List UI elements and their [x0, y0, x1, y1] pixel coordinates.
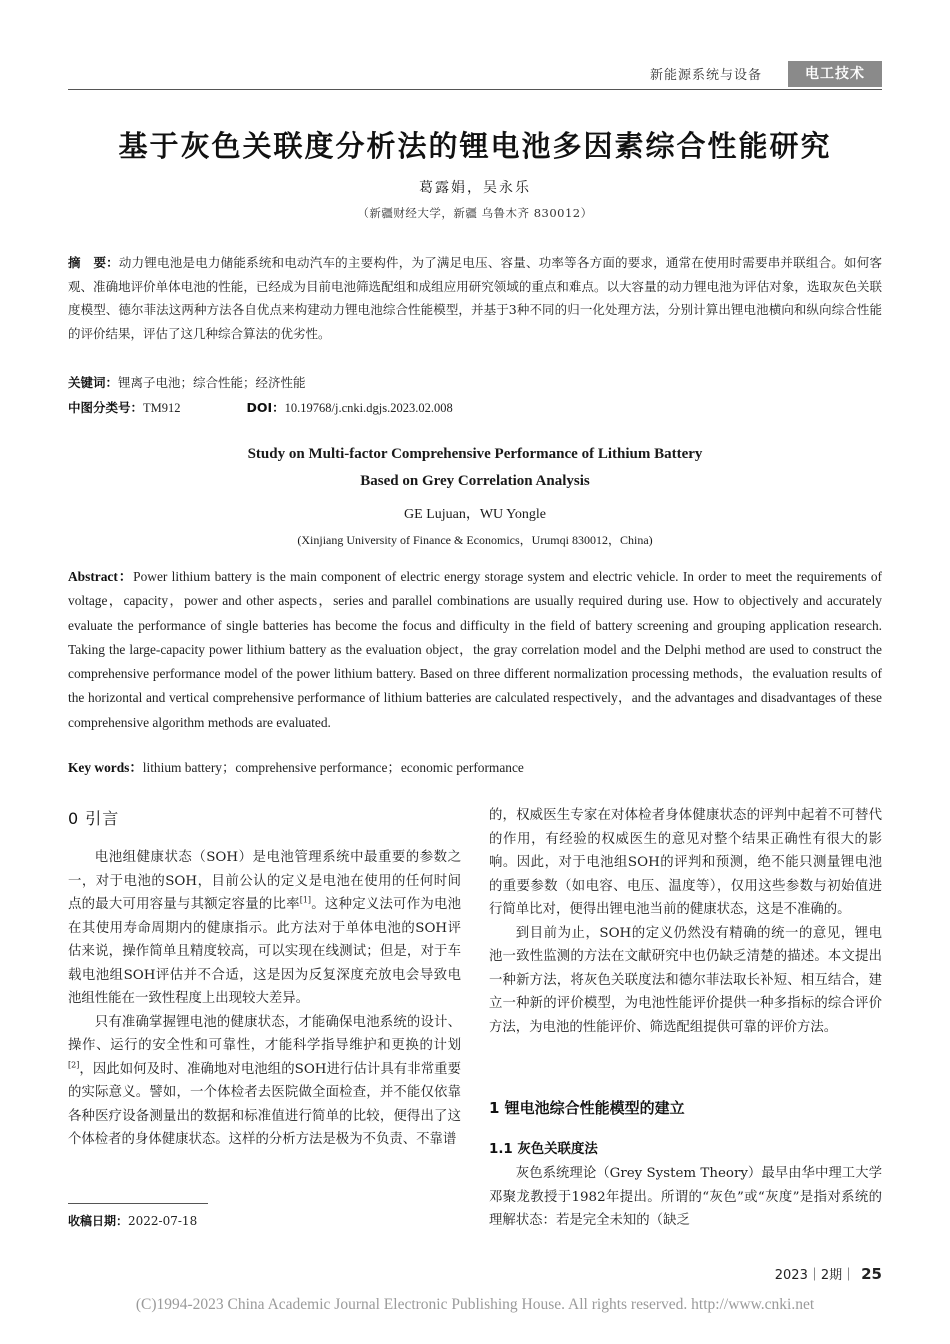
classification-value: TM912: [143, 401, 181, 415]
paragraph: [68, 846, 461, 1011]
paragraph: [68, 1011, 461, 1152]
en-authors: GE Lujuan，WU Yongle: [404, 507, 546, 522]
received-date-label: 收稿日期：: [68, 1214, 129, 1228]
right-column-text-2: [489, 1162, 882, 1233]
paragraph-text: 。这种定义法可作为电池在其使用寿命周期内的健康指示。此方法对于单体电池的SOH评估来说，操作简单且精度较高，可以实现在线测试；但是，对于车载电池组SOH评估并不合适，这是因为反复深度充放电会导致电池组性能在一致性程度上出现较大差异。: [68, 897, 461, 1006]
header-divider: [68, 89, 882, 90]
left-column-text: [68, 846, 461, 1152]
paragraph-text: 只有准确掌握锂电池的健康状态，才能确保电池系统的设计、操作、运行的安全性和可靠性，才能科学指导维护和更换的计划: [68, 1014, 461, 1053]
paper-title: 基于灰色关联度分析法的锂电池多因素综合性能研究: [118, 129, 832, 163]
section-0-heading: 0 引言: [68, 809, 120, 828]
paragraph-text: 电池组健康状态（SOH）是电池管理系统中最重要的参数之一，对于电池的SOH，目前公认的定义是电池在使用的任何时间点的最大可用容量与其额定容量的比率: [68, 850, 461, 912]
paragraph: 灰色系统理论（Grey System Theory）最早由华中理工大学邓聚龙教授于1982年提出。所谓的“灰色”或“灰度”是指对系统的理解状态：若是完全未知的（缺乏: [489, 1166, 882, 1228]
keywords-en-label: Key words：: [68, 760, 143, 775]
abstract-en: [68, 565, 882, 735]
section-1-heading: 1 锂电池综合性能模型的建立: [489, 1099, 685, 1117]
abstract-cn-text: 动力锂电池是电力储能系统和电动汽车的主要构件，为了满足电压、容量、功率等各方面的要求，通常在使用时需要串并联组合。如何客观、准确地评价单体电池的性能，已经成为目前电池筛选配组和成组应用研究领域的重点和难点。以大容量的动力锂电池为评估对象，选取灰色关联度模型、德尔菲法这两种方法各自优点来构建动力锂电池综合性能模型，并基于3种不同的归一化处理方法，分别计算出锂电池横向和纵向综合性能的评价结果，评估了这几种综合算法的优劣性。: [68, 255, 882, 341]
abstract-en-label: Abstract：: [68, 569, 134, 584]
issue-info: 2023｜2期｜: [774, 1268, 856, 1283]
en-title-line2: Based on Grey Correlation Analysis: [360, 473, 590, 489]
abstract-cn: [68, 251, 882, 345]
affiliation: （新疆财经大学，新疆 乌鲁木齐 830012）: [357, 206, 593, 220]
authors: 葛露娟，吴永乐: [419, 180, 531, 196]
paragraph: 的，权威医生专家在对体检者身体健康状态的评判中起着不可替代的作用，有经验的权威医生的意见对整个结果正确性有很大的影响。因此，对于电池组SOH的评判和预测，绝不能只测量锂电池的重要参数（如电容、电压、温度等），仅用这些参数与初始值进行简单比对，便得出锂电池当前的健康状态，这是不准确的。: [489, 808, 882, 917]
page-footer: [775, 1264, 882, 1283]
abstract-en-text: Power lithium battery is the main component of electric energy storage system and electric vehicle. In order to meet the requirements of voltage，capacity，power and other aspects，series and parallel combinations are usually required during use. How to objectively and accurately evaluate the performance of single batteries has become the focus and difficulty in the field of battery screening and grouping application research. Taking the large-capacity power lithium battery as the evaluation object，the gray correlation model and the Delphi method are used to construct the comprehensive performance model of the power lithium battery. Based on three different normalization processing methods，the evaluation results of the horizontal and vertical comprehensive performance of lithium batteries are calculated respectively，and the advantages and disadvantages of these comprehensive algorithm methods are evaluated.: [68, 569, 882, 730]
doi-label: DOI：: [246, 400, 285, 415]
received-date: [68, 1212, 197, 1229]
copyright-notice: (C)1994-2023 China Academic Journal Electronic Publishing House. All rights reserved. http://www.cnki.net: [135, 1296, 815, 1313]
doi-value: 10.19768/j.cnki.dgjs.2023.02.008: [284, 401, 453, 415]
citation-ref: [1]: [299, 895, 312, 905]
received-date-value: 2022-07-18: [128, 1214, 198, 1228]
section-1-1-heading: 1.1 灰色关联度法: [489, 1142, 598, 1157]
en-affiliation: (Xinjiang University of Finance & Economics，Urumqi 830012，China): [297, 533, 653, 547]
footnote-divider: [68, 1203, 208, 1204]
keywords-en-text: lithium battery；comprehensive performance；economic performance: [142, 760, 524, 775]
keywords-cn: [68, 371, 882, 395]
journal-section: 新能源系统与设备: [649, 68, 762, 83]
keywords-en: [68, 756, 882, 780]
page-number: 25: [861, 1265, 882, 1283]
classification-label: 中图分类号：: [68, 400, 144, 415]
paragraph-text: ，因此如何及时、准确地对电池组的SOH进行估计具有非常重要的实际意义。譬如，一个体检者去医院做全面检查，并不能仅依靠各种医疗设备测量出的数据和标准值进行简单的比较，便得出了这个体检者的身体健康状态。这样的分析方法是极为不负责、不靠谱: [68, 1061, 461, 1147]
en-title-line1: Study on Multi-factor Comprehensive Performance of Lithium Battery: [247, 446, 703, 462]
keywords-cn-text: 锂离子电池；综合性能；经济性能: [118, 375, 306, 390]
right-column-text: [489, 804, 882, 1039]
keywords-cn-label: 关键词：: [68, 375, 119, 390]
journal-tag: 电工技术: [788, 61, 882, 87]
citation-ref: [2]: [68, 1060, 80, 1070]
abstract-cn-label: 摘 要：: [68, 255, 119, 270]
paragraph: 到目前为止，SOH的定义仍然没有精确的统一的意见，锂电池一致性监测的方法在文献研究中也仍缺乏清楚的描述。本文提出一种新方法，将灰色关联度法和德尔菲法取长补短、相互结合，建立一种新的评价模型，为电池性能评价提供一种多指标的综合评价方法，为电池的性能评价、筛选配组提供可靠的评价方法。: [489, 925, 882, 1035]
classification-line: [68, 396, 882, 421]
